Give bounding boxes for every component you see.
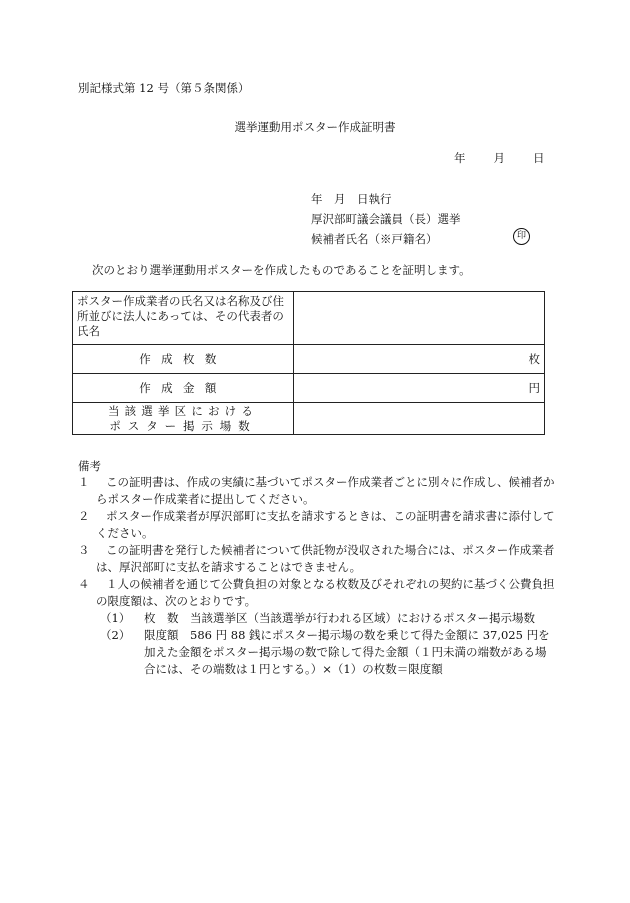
subitem-text: 枚 数 当該選挙区（当該選挙が行われる区域）におけるポスター掲示場数 [144, 611, 535, 625]
table-row [73, 403, 545, 435]
amount-unit: 円 [528, 381, 540, 395]
note-text: この証明書を発行した候補者について供託物が没収された場合には、ポスター作成業者は、厚沢部町に支払を請求することはできません。 [96, 543, 555, 574]
note-number: １ [78, 475, 90, 489]
note-number: ３ [78, 543, 90, 557]
notes-heading: 備考 [78, 459, 101, 473]
date-month: 月 [493, 151, 505, 165]
note-text: ポスター作成業者が厚沢部町に支払を請求するときは、この証明書を請求書に添付してください。 [96, 509, 555, 540]
note-subitem [78, 610, 556, 627]
form-label: 別記様式第 12 号（第５条関係） [78, 81, 250, 95]
amount-field[interactable] [294, 374, 545, 403]
note-item [78, 508, 556, 542]
note-item [78, 542, 556, 576]
note-subitem [78, 627, 556, 678]
quantity-unit: 枚 [528, 352, 540, 366]
contractor-info-label: ポスター作成業者の氏名又は名称及び住所並びに法人にあっては、その代表者の氏名 [73, 292, 294, 345]
table-row [73, 345, 545, 374]
execution-date: 年 月 日執行 [311, 192, 392, 206]
contractor-info-field[interactable] [294, 292, 545, 345]
document-title: 選挙運動用ポスター作成証明書 [234, 120, 396, 134]
subitem-number: （1） [100, 611, 131, 625]
poster-board-label-line2: ポスター掲示場数 [109, 418, 257, 433]
note-number: ２ [78, 509, 90, 523]
amount-label: 作成金額 [73, 374, 294, 403]
candidate-name-label: 候補者氏名（※戸籍名） [311, 232, 438, 246]
poster-board-count-field[interactable] [294, 403, 545, 435]
election-name: 厚沢部町議会議員（長）選挙 [311, 212, 461, 226]
note-number: ４ [78, 577, 90, 591]
poster-board-count-label [73, 403, 294, 435]
seal-mark: 印 [513, 228, 530, 245]
execution-block [311, 189, 461, 249]
quantity-field[interactable] [294, 345, 545, 374]
date-day: 日 [533, 151, 545, 165]
issue-date [454, 150, 545, 166]
quantity-label: 作成枚数 [73, 345, 294, 374]
certification-statement: 次のとおり選挙運動用ポスターを作成したものであることを証明します。 [92, 263, 471, 277]
note-item [78, 576, 556, 610]
note-text: １人の候補者を通じて公費負担の対象となる枚数及びそれぞれの契約に基づく公費負担の限度額は、次のとおりです。 [96, 577, 555, 608]
poster-board-label-line1: 当該選挙区における [107, 403, 259, 418]
subitem-text: 限度額 586 円 88 銭にポスター掲示場の数を乗じて得た金額に 37,025 円を加えた金額をポスター掲示場の数で除して得た金額（１円未満の端数がある場合には、その端数は１円とする。）×（1）の枚数＝限度額 [144, 628, 550, 676]
certificate-table [72, 291, 545, 435]
note-text: この証明書は、作成の実績に基づいてポスター作成業者ごとに別々に作成し、候補者からポスター作成業者に提出してください。 [96, 475, 555, 506]
notes-list [78, 474, 556, 678]
subitem-number: （2） [100, 628, 131, 642]
table-row [73, 292, 545, 345]
date-year: 年 [454, 151, 466, 165]
table-row [73, 374, 545, 403]
note-item [78, 474, 556, 508]
